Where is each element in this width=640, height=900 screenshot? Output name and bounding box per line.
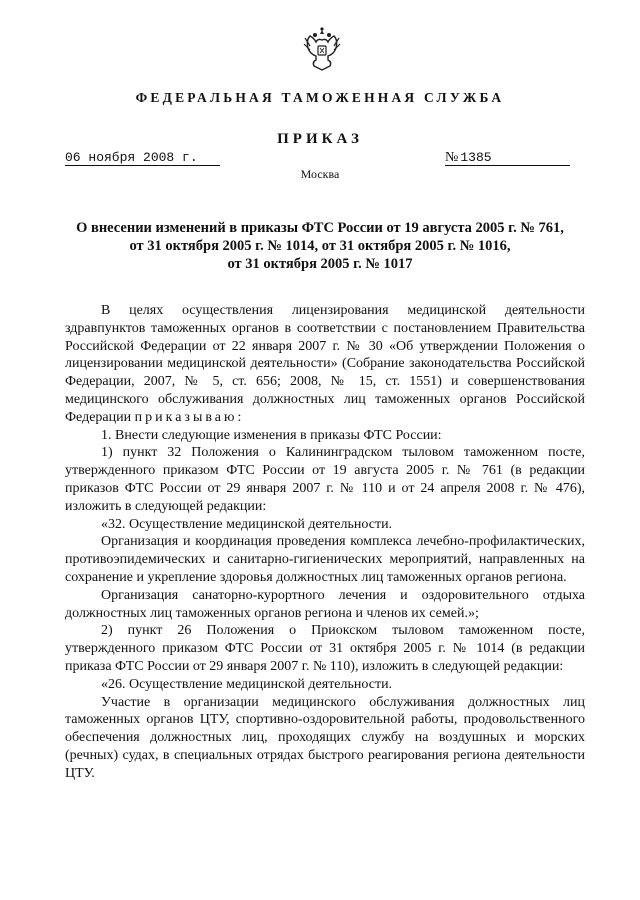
subject-line: от 31 октября 2005 г. № 1017 <box>227 256 413 272</box>
quote-26-title: «26. Осуществление медицинской деятельности. <box>101 676 393 692</box>
quote-32-paragraph: Организация санаторно-курортного лечения и оздоровительного отдыха должностных лиц таможенных органов региона и членов их семей.»; <box>65 587 585 621</box>
subject-line: О внесении изменений в приказы ФТС России от 19 августа 2005 г. № 761, <box>76 220 564 236</box>
item-1-2: 2) пункт 26 Положения о Приокском тыловом таможенном посте, утвержденного приказом ФТС России от 31 октября 2005 г. № 1014 (в редакции приказа ФТС России от 29 января 2007 г. № 110), изложить в следующей редакции: <box>65 623 585 674</box>
order-subject <box>60 219 580 273</box>
item-1-1: 1) пункт 32 Положения о Калининградском тыловом таможенном посте, утвержденного приказом ФТС России от 19 августа 2005 г. № 761 (в редакции приказов ФТС России от 29 января 2007 г. № 110 и от 24 апреля 2008 г. № 476), изложить в следующей редакции: <box>65 445 585 514</box>
subject-line: от 31 октября 2005 г. № 1014, от 31 октября 2005 г. № 1016, <box>129 238 511 254</box>
order-date: 06 ноября 2008 г. <box>65 150 220 166</box>
item-1: 1. Внести следующие изменения в приказы ФТС России: <box>101 427 442 443</box>
quote-32-title: «32. Осуществление медицинской деятельности. <box>101 516 393 532</box>
document-type: ПРИКАЗ <box>277 131 363 147</box>
agency-name: ФЕДЕРАЛЬНАЯ ТАМОЖЕННАЯ СЛУЖБА <box>135 90 505 105</box>
coat-of-arms-icon <box>302 26 342 72</box>
quote-26-paragraph: Участие в организации медицинского обслуживания должностных лиц таможенных органов ЦТУ, спортивно-оздоровительной работы, продовольственного обеспечения должностных лиц, проходящих службу на воздушных и морских (речных) судах, в специальных отрядах быстрого реагирования региона деятельности ЦТУ. <box>65 694 585 781</box>
city: Москва <box>300 167 340 181</box>
intro-paragraph <box>65 302 585 427</box>
intro-text: В целях осуществления лицензирования медицинской деятельности здравпунктов таможенных органов в соответствии с постановлением Правительства Российской Федерации от 22 января 2007 г. № 30 «Об утверждении Положения о лицензировании медицинской деятельности» (Собрание законодательства Российской Федерации, 2007, № 5, ст. 656; 2008, № 15, ст. 1551) и совершенствования медицинского обслуживания должностных лиц таможенных органов Российской Федерации <box>65 303 585 425</box>
command-word: приказываю: <box>134 409 245 425</box>
order-body <box>65 302 585 783</box>
number-value: 1385 <box>460 150 492 165</box>
number-sign: № <box>445 150 459 165</box>
order-number <box>445 150 570 166</box>
quote-32-paragraph: Организация и координация проведения комплекса лечебно-профилактических, противоэпидемических и санитарно-гигиенических мероприятий, направленных на сохранение и укрепление здоровья должностных лиц таможенных органов региона. <box>65 534 585 585</box>
